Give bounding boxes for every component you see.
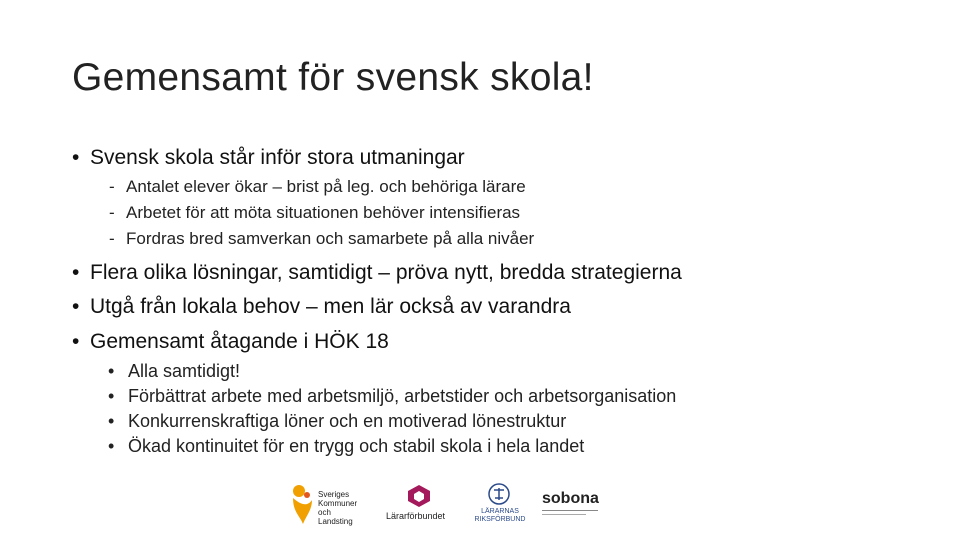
sub-text: Antalet elever ökar – brist på leg. och behöriga lärare (126, 177, 526, 196)
sub-item: • Ökad kontinuitet för en trygg och stabil skola i hela landet (108, 436, 585, 456)
sub-item: - Fordras bred samverkan och samarbete på alla nivåer (109, 229, 535, 248)
bullet-item (72, 295, 571, 319)
lararforbundet-logo-text: Lärarförbundet (386, 511, 446, 521)
sub-text: Förbättrat arbete med arbetsmiljö, arbetstider och arbetsorganisation (128, 386, 677, 406)
sub-item: - Antalet elever ökar – brist på leg. och behöriga lärare (109, 177, 526, 196)
sub-item: • Alla samtidigt! (108, 361, 241, 381)
sub-item: - Arbetet för att möta situationen behöver intensifieras (109, 203, 521, 222)
sub-text: Konkurrenskraftiga löner och en motiverad lönestruktur (128, 411, 567, 431)
bullet-text: Flera olika lösningar, samtidigt – pröva nytt, bredda strategierna (90, 261, 682, 284)
sub-item: • Konkurrenskraftiga löner och en motiverad lönestruktur (108, 411, 567, 431)
logo-row (288, 480, 604, 526)
sobona-logo (540, 480, 604, 526)
sobona-logo-text: sobona (542, 490, 599, 507)
skl-logo-icon (290, 482, 316, 526)
lararforbundet-logo-icon (406, 484, 432, 508)
skl-logo-text: Sveriges Kommuner och Landsting (318, 490, 358, 526)
lararforbundet-logo (382, 480, 460, 526)
bullet-dot: • (72, 146, 80, 169)
bullet-item (72, 261, 682, 285)
skl-logo (288, 480, 370, 526)
sub-text: Ökad kontinuitet för en trygg och stabil skola i hela landet (128, 436, 585, 456)
sobona-logo-underline (542, 510, 598, 511)
bullet-dot: • (72, 330, 80, 353)
bullet-dot: • (72, 261, 80, 284)
bullet-item (72, 330, 389, 354)
bullet-text: Svensk skola står inför stora utmaningar (90, 146, 465, 169)
bullet-dot: • (72, 295, 80, 318)
sobona-logo-subline (542, 514, 586, 515)
sub-text: Fordras bred samverkan och samarbete på alla nivåer (126, 229, 535, 248)
bullet-item (72, 146, 465, 170)
slide-title: Gemensamt för svensk skola! (72, 56, 594, 99)
sub-text: Arbetet för att möta situationen behöver intensifieras (126, 203, 521, 222)
lr-logo (474, 480, 526, 526)
lr-logo-text: LÄRARNAS RIKSFÖRBUND (474, 508, 526, 523)
lr-logo-icon (488, 482, 510, 506)
bullet-text: Utgå från lokala behov – men lär också av varandra (90, 295, 571, 318)
sub-text: Alla samtidigt! (128, 361, 241, 381)
bullet-text: Gemensamt åtagande i HÖK 18 (90, 330, 389, 353)
sub-item: • Förbättrat arbete med arbetsmiljö, arbetstider och arbetsorganisation (108, 386, 677, 406)
